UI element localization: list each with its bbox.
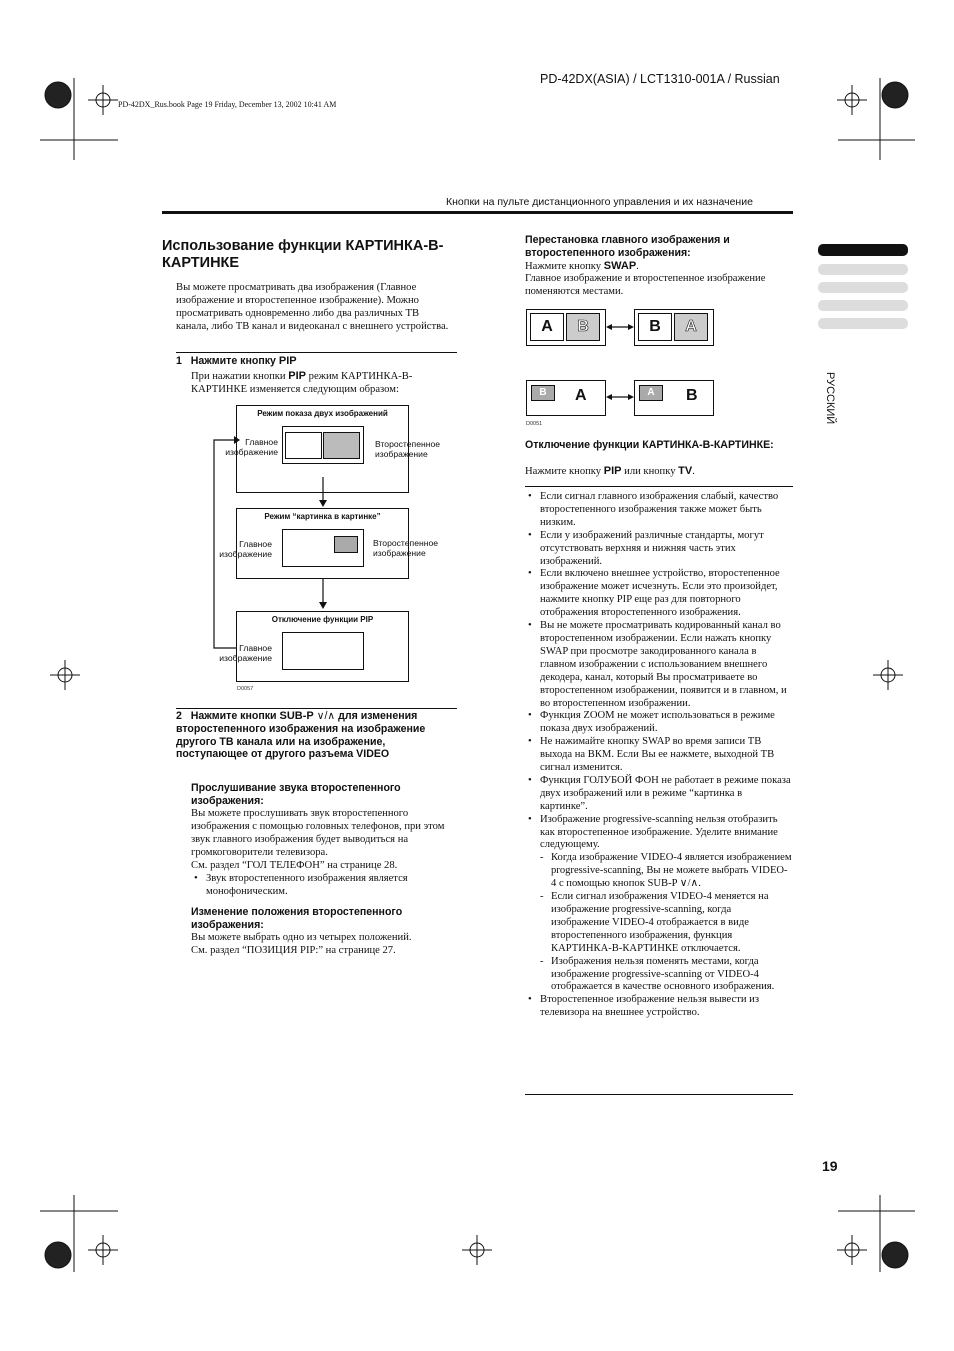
section-tab-active (818, 244, 908, 256)
position-body: Вы можете выбрать одно из четырех положений. (191, 932, 412, 943)
list-item: • Второстепенное изображение нельзя вывести из телевизора на внешнее устройство. (525, 994, 792, 1020)
sub-heading-position: Изменение положения второстепенного изображения: (191, 906, 403, 931)
divider (525, 486, 793, 487)
swap-button-label: SWAP (603, 260, 637, 272)
pip-a: A (639, 385, 663, 401)
crop-target-bottom-right (838, 1195, 915, 1272)
main-label: Главное изображение (225, 437, 278, 457)
sub-a: A (674, 313, 708, 341)
language-label: РУССКИЙ (824, 372, 836, 425)
section-title: Использование функции КАРТИНКА-В-КАРТИНКЕ (162, 238, 444, 271)
dual-view-box: Режим показа двух изображений (236, 405, 409, 493)
list-item: - Когда изображение VIDEO-4 является изображением progressive-scanning, Вы не можете выбрать VIDEO-4 с помощью кнопок SUB-P ∨/∧. (540, 852, 792, 891)
crop-target-bottom-left (40, 1195, 118, 1272)
audio-note (191, 873, 453, 899)
tv-button-label: TV (678, 465, 693, 477)
list-item: - Изображения нельзя поменять местами, когда изображение progressive-scanning от VIDEO-4 отображается в качестве основного изображения. (540, 956, 792, 995)
flow-arrows (200, 400, 440, 700)
crop-target-top-left (40, 78, 118, 160)
model-header: PD-42DX(ASIA) / LCT1310-001A / Russian (540, 72, 780, 86)
main-a: A (530, 313, 564, 341)
pip-button-label: PIP (278, 355, 297, 367)
main-label: Главное изображение (219, 539, 272, 559)
sub-label: Второстепенное изображение (375, 439, 441, 459)
section-tab (818, 264, 908, 275)
sub-b: B (566, 313, 600, 341)
sub-p-button-label: SUB-P (279, 710, 314, 722)
off-press: Нажмите кнопку PIP или кнопку TV. (525, 465, 695, 477)
list-item: • Функция ZOOM не может использоваться в режиме показа двух изображений. (525, 710, 792, 736)
pip-b: B (531, 385, 555, 401)
notes-list (525, 491, 792, 1020)
figure-code: D0057 (237, 686, 254, 692)
audio-ref: См. раздел “ГОЛ ТЕЛЕФОН” на странице 28. (191, 860, 398, 871)
pip-main-b: B (686, 387, 698, 404)
divider (525, 1094, 793, 1095)
page-number: 19 (822, 1158, 838, 1174)
divider (176, 352, 457, 353)
list-item: • Изображение progressive-scanning нельзя отобразить как второстепенное изображение. Уделите внимание следующему. - Когда изображение VIDEO-4 является изображением progressive-scanning, Вы не можете выбрать VIDEO-4 с помощью кнопок SUB-P ∨/∧. - Если сигнал изображения VIDEO-4 меняется на изображение progressive-scanning, когда изображение VIDEO-4 отображается в виде второстепенного изображения, функция КАРТИНКА-В-КАРТИНКЕ отключается. - Изображения нельзя поменять местами, когда изображение progressive-scanning от VIDEO-4 отображается в качестве основного изображения. (525, 814, 792, 995)
pip-button-label: PIP (603, 465, 622, 477)
swap-press: Нажмите кнопку SWAP. (525, 260, 639, 272)
figure-code: D0051 (526, 421, 543, 427)
step-number: 2 (176, 710, 182, 722)
list-item: • Функция ГОЛУБОЙ ФОН не работает в режиме показа двух изображений или в режиме “картинка в картинке”. (525, 775, 792, 814)
list-item: • Если у изображений различные стандарты, могут отсутствовать верхняя и нижняя часть этих изображений. (525, 530, 792, 569)
pip-view-box: Режим “картинка в картинке” (236, 508, 409, 579)
list-item: • Звук второстепенного изображения является монофоническим. (191, 873, 453, 899)
main-b: B (638, 313, 672, 341)
divider (176, 708, 457, 709)
crop-target-top-right (838, 78, 915, 160)
step-text: Нажмите кнопку (190, 355, 276, 367)
section-tab (818, 300, 908, 311)
position-ref: См. раздел “ПОЗИЦИЯ PIP:” на странице 27. (191, 945, 396, 956)
swap-body: Главное изображение и второстепенное изображение поменяются местами. (525, 273, 766, 297)
list-item: • Вы не можете просматривать кодированный канал во второстепенном изображении. Если нажать кнопку SWAP при просмотре закодированного канала в главном изображении с использованием внешнего декодера, канал, который Вы просматриваете во второстепенном изображении, появится и в главном, и во второстепенном изображении. (525, 620, 792, 710)
sub-heading-audio: Прослушивание звука второстепенного изображения: (191, 782, 401, 807)
audio-body: Вы можете прослушивать звук второстепенного изображения с помощью головных телефонов, при этом звук главного изображения будет выводиться на громкоговорители телевизора. (191, 808, 445, 858)
list-item: • Если сигнал главного изображения слабый, качество второстепенного изображения также может быть низким. (525, 491, 792, 530)
off-heading: Отключение функции КАРТИНКА-В-КАРТИНКЕ: (525, 439, 774, 451)
main-label: Главное изображение (219, 643, 272, 663)
step-1-heading (176, 355, 456, 368)
running-head: Кнопки на пульте дистанционного управления и их назначение (446, 196, 753, 208)
sub-label: Второстепенное изображение (373, 538, 439, 558)
swap-heading: Перестановка главного изображения и второстепенного изображения: (525, 234, 730, 259)
header-rule (162, 211, 793, 214)
file-info: PD-42DX_Rus.book Page 19 Friday, December 13, 2002 10:41 AM (118, 100, 337, 109)
sub-notes-list (540, 852, 792, 994)
list-item: • Не нажимайте кнопку SWAP во время записи ТВ выхода на ВКМ. Если Вы ее нажмете, выходной ТВ сигнал изменится. (525, 736, 792, 775)
step-number: 1 (176, 355, 182, 367)
intro-paragraph: Вы можете просматривать два изображения (Главное изображение и второстепенное изображение). Можно просматривать одновременно либо два различных ТВ канала, либо ТВ канал и видеоканал с внешнего устройства. (176, 282, 449, 332)
section-tab (818, 282, 908, 293)
list-item: • Если включено внешнее устройство, второстепенное изображение может исчезнуть. Если это произойдет, нажмите кнопку PIP еще раз для повторного отображения второстепенного изображения. (525, 568, 792, 620)
pip-main-a: A (575, 387, 587, 404)
section-tab (818, 318, 908, 329)
swap-arrows (600, 320, 640, 410)
step-1-body: При нажатии кнопки PIP режим КАРТИНКА-В-КАРТИНКЕ изменяется следующим образом: (191, 370, 413, 395)
pip-button-label: PIP (288, 370, 306, 382)
list-item: - Если сигнал изображения VIDEO-4 меняется на изображение progressive-scanning, когда изображение VIDEO-4 отображается в виде второстепенного изображения, функция КАРТИНКА-В-КАРТИНКЕ отключается. (540, 891, 792, 956)
pip-off-box: Отключение функции PIP (236, 611, 409, 682)
step-2-heading: 2 Нажмите кнопки SUB-P ∨/∧ для изменения второстепенного изображения на изображение другого ТВ канала или на изображение, поступающее от другого разъема VIDEO (176, 710, 426, 761)
